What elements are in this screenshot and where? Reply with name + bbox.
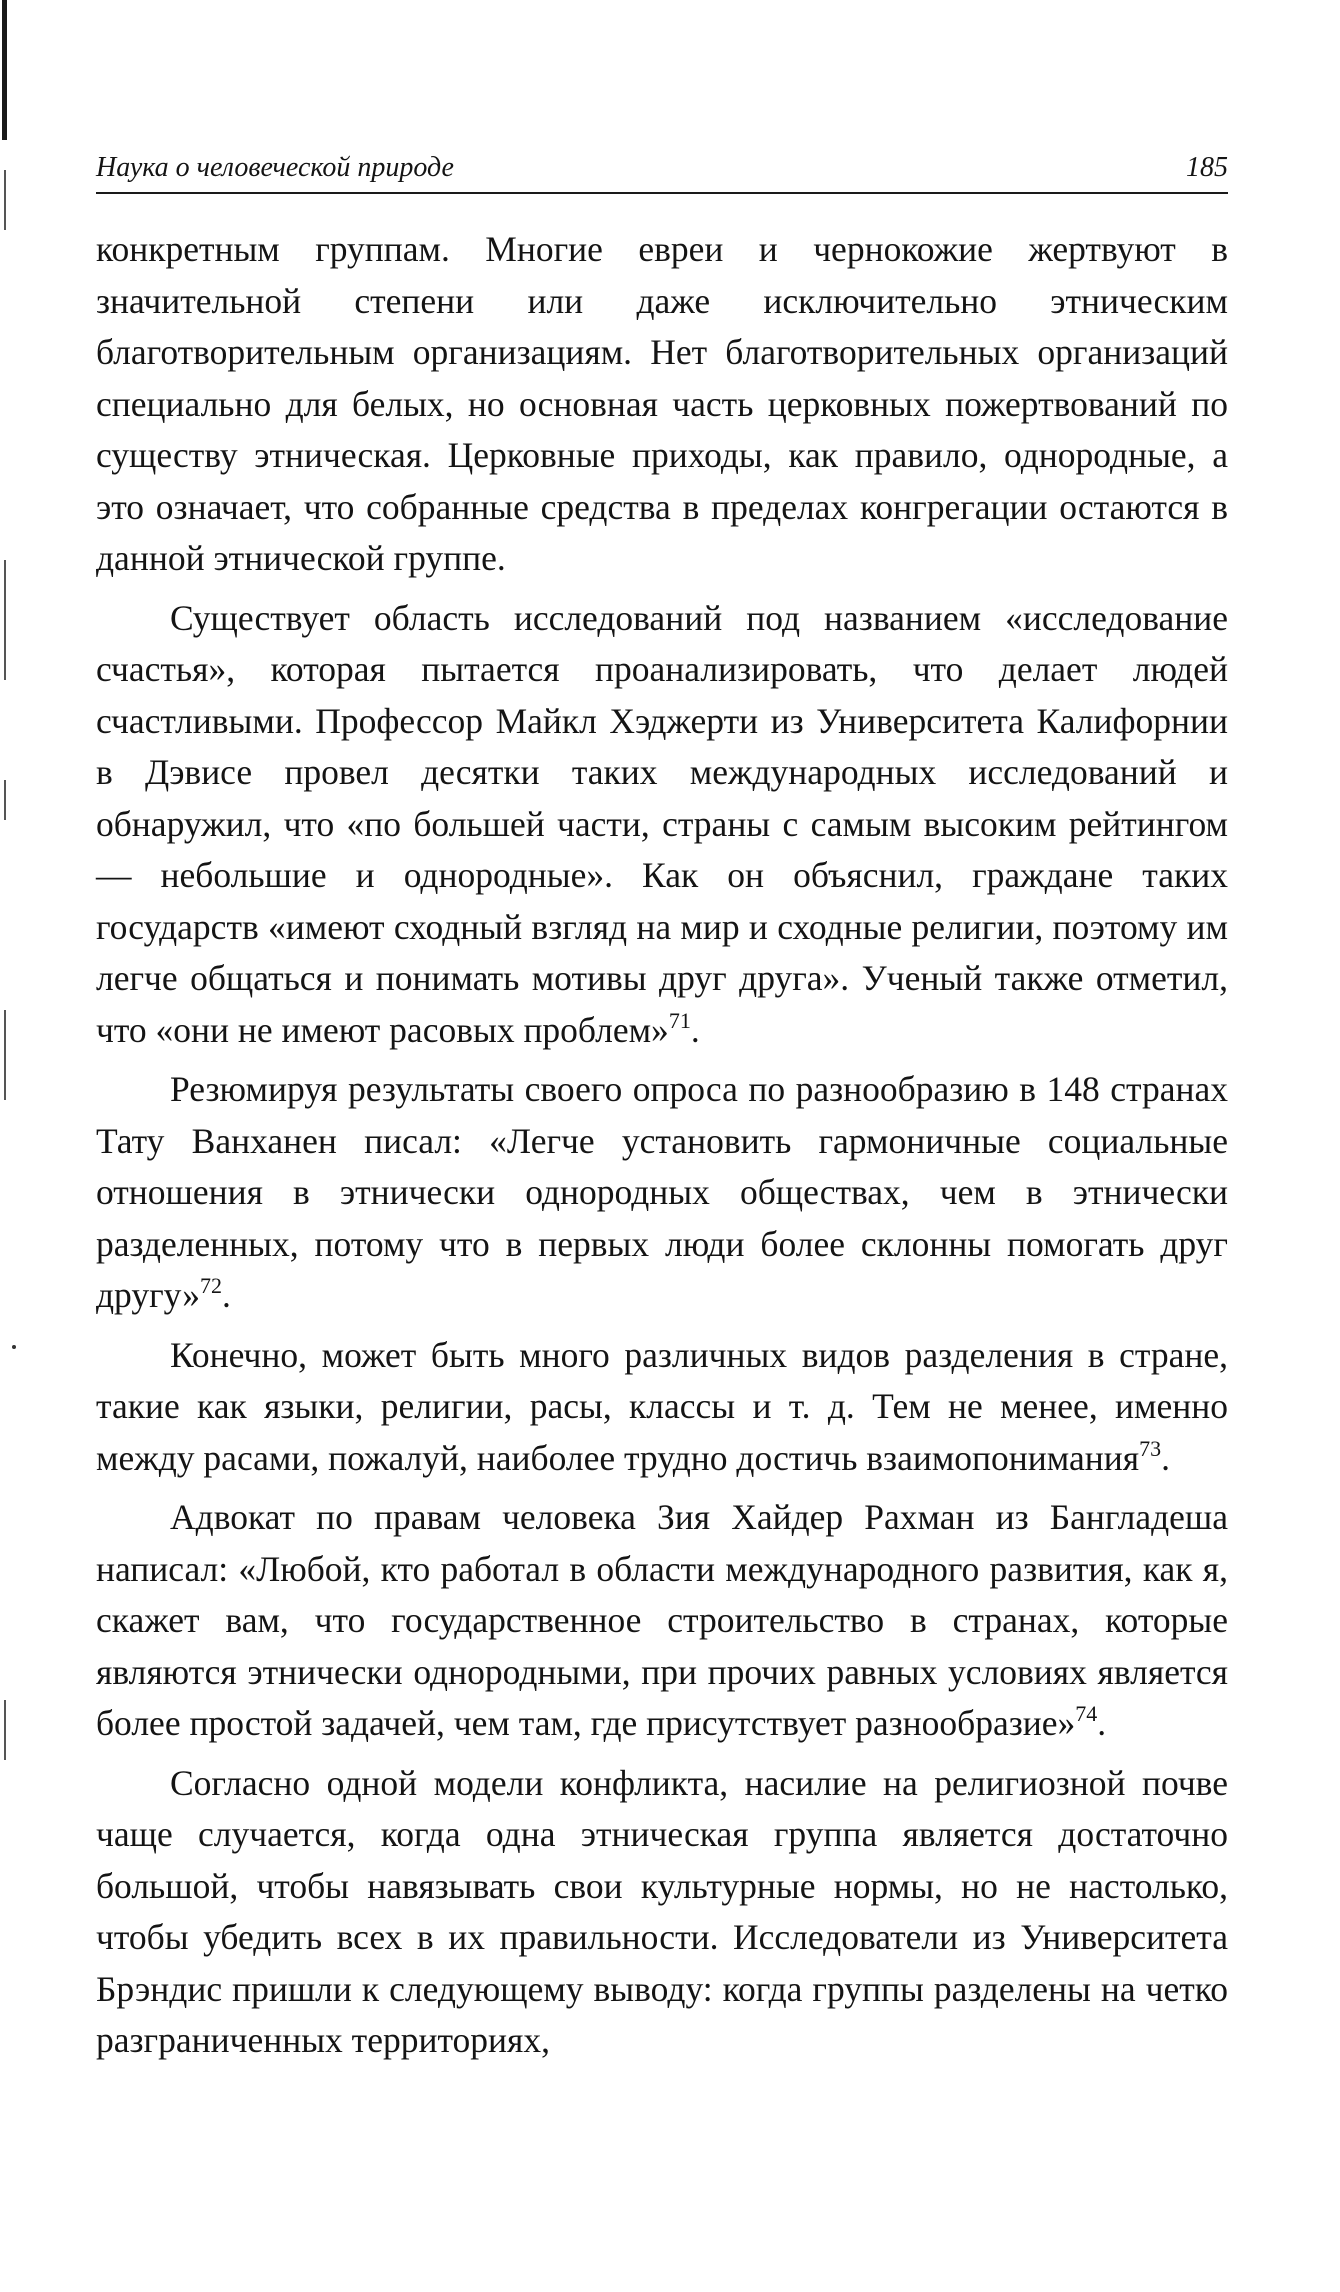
paragraph-6 (96, 1758, 1228, 2067)
footnote-ref[interactable]: 73 (1139, 1435, 1162, 1461)
scan-speck (12, 1345, 16, 1349)
paragraph-text: Резюмируя результаты своего опроса по разнообразию в 148 странах Тату Ванханен писал: «Легче установить гармоничные социальные отношения в этнически однородных обществах, чем в этнически разделенных, потому что в первых люди более склонны помогать друг другу» (96, 1069, 1228, 1315)
running-head (96, 148, 1228, 194)
footnote-ref[interactable]: 71 (668, 1007, 691, 1033)
paragraph-text: Согласно одной модели конфликта, насилие на религиозной почве чаще случается, когда одна этническая группа является достаточно большой, чтобы навязывать свои культурные нормы, но не настолько, чтобы убедить всех в их правильности. Исследователи из Университета Брэндис пришли к следующему выводу: когда группы разделены на четко разграниченных территориях, (96, 1762, 1228, 2060)
paragraph-1 (96, 224, 1228, 585)
scan-edge-artifact (0, 0, 10, 2292)
footnote-ref[interactable]: 72 (200, 1273, 223, 1298)
body-text (96, 224, 1228, 2075)
running-head-title: Наука о человеческой природе (96, 152, 454, 183)
paragraph-5: Адвокат по правам человека Зия Хайдер Рахман из Бангладеша написал: «Любой, кто работал в области международного развития, как я, скажет вам, что государственное строительство в странах, которые являются этнически однородными, при прочих равных условиях является более простой задачей, чем там, где присутствует разнообразие»$^{74}$. (96, 1497, 1228, 1743)
paragraph-2: Существует область исследований под названием «исследование счастья», которая пытается проанализировать, что делает людей счастливыми. Профессор Майкл Хэджерти из Университета Калифорнии в Дэвисе провел десятки таких международных исследований и обнаружил, что «по большей части, страны с самым высоким рейтингом — небольшие и однородные». Как он объяснил, граждане таких государств «имеют сходный взгляд на мир и сходные религии, поэтому им легче общаться и понимать мотивы друг друга». Ученый также отметил, что «они не имеют расовых проблем»$^{71}$. (96, 597, 1228, 1050)
paragraph-4: Конечно, может быть много различных видов разделения в стране, такие как языки, религии, расы, классы и т. д. Тем не менее, именно между расами, пожалуй, наиболее трудно достичь взаимопонимания$^{73}$. (96, 1334, 1228, 1478)
paragraph-3: Резюмируя результаты своего опроса по разнообразию в 148 странах Тату Ванханен писал: «Легче установить гармоничные социальные отношения в этнически однородных обществах, чем в этнически разделенных, потому что в первых люди более склонны помогать друг другу»$^{72}$. (96, 1069, 1228, 1315)
paragraph-text: Существует область исследований под названием «исследование счастья», которая пытается проанализировать, что делает людей счастливыми. Профессор Майкл Хэджерти из Университета Калифорнии в Дэвисе провел десятки таких международных исследований и обнаружил, что «по большей части, страны с самым высоким рейтингом — небольшие и однородные». Как он объяснил, граждане таких государств «имеют сходный взгляд на мир и сходные религии, поэтому им легче общаться и понимать мотивы друг друга». Ученый также отметил, что «они не имеют расовых проблем» (96, 597, 1228, 1050)
paragraph-text: Конечно, может быть много различных видов разделения в стране, такие как языки, религии, расы, классы и т. д. Тем не менее, именно между расами, пожалуй, наиболее трудно достичь взаимопонимания (96, 1334, 1228, 1478)
paragraph-text: Адвокат по правам человека Зия Хайдер Рахман из Бангладеша написал: «Любой, кто работал в области международного развития, как я, скажет вам, что государственное строительство в странах, которые являются этнически однородными, при прочих равных условиях является более простой задачей, чем там, где присутствует разнообразие» (96, 1497, 1228, 1743)
page-number: 185 (1186, 152, 1228, 183)
paragraph-text: конкретным группам. Многие евреи и чернокожие жертвуют в значительной степени или даже исключительно этническим благотворительным организациям. Нет благотворительных организаций специально для белых, но основная часть церковных пожертвований по существу этническая. Церковные приходы, как правило, однородные, а это означает, что собранные средства в пределах конгрегации остаются в данной этнической группе. (96, 229, 1228, 578)
footnote-ref[interactable]: 74 (1075, 1701, 1098, 1726)
